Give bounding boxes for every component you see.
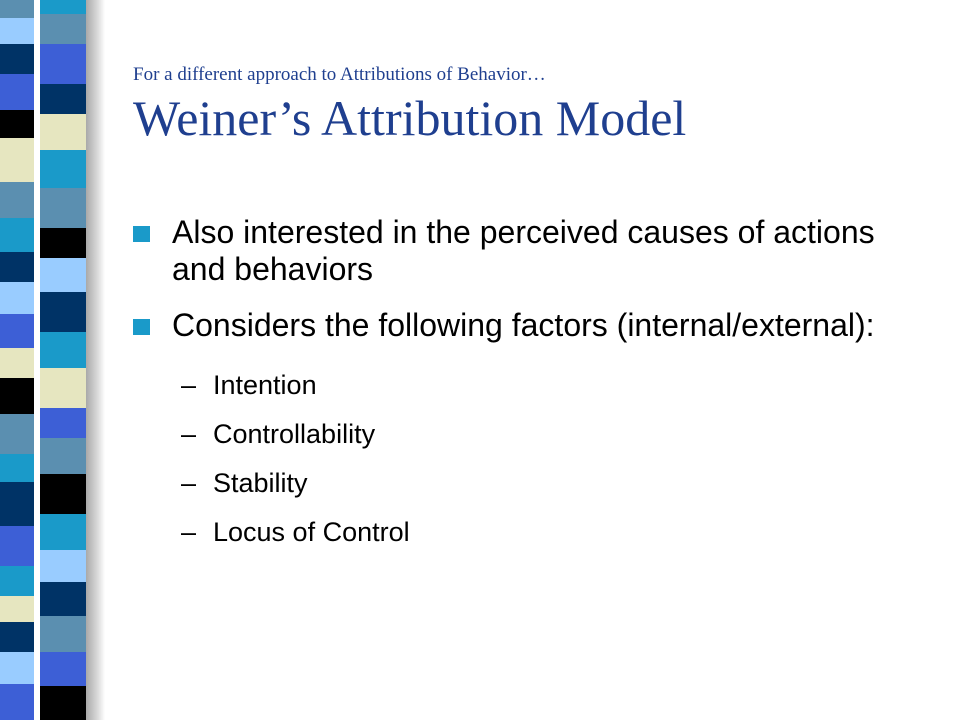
sub-bullet-text: Controllability: [213, 419, 376, 449]
dash-marker: –: [181, 419, 197, 449]
sub-bullet-text: Intention: [213, 370, 317, 400]
sub-bullet-list: [133, 361, 933, 557]
dash-marker: –: [181, 468, 197, 498]
bullet-text: Considers the following factors (internal/external):: [172, 307, 875, 343]
bullet-item: [133, 307, 933, 344]
decorative-stripe-bar: [0, 0, 105, 720]
dash-marker: –: [181, 517, 197, 547]
stripe-column-left: [0, 0, 34, 720]
slide-title: Weiner’s Attribution Model: [133, 90, 687, 146]
sub-bullet-item: [133, 459, 933, 508]
sub-bullet-text: Locus of Control: [213, 517, 410, 547]
sub-bullet-item: [133, 361, 933, 410]
bullet-item: [133, 214, 933, 288]
stripe-shadow: [86, 0, 105, 720]
slide-subtitle: For a different approach to Attributions of Behavior…: [133, 64, 546, 85]
sub-bullet-item: [133, 410, 933, 459]
sub-bullet-text: Stability: [213, 468, 308, 498]
stripe-column-right: [40, 0, 86, 720]
square-bullet-icon: [133, 226, 150, 242]
dash-marker: –: [181, 370, 197, 400]
square-bullet-icon: [133, 319, 150, 335]
slide-content: [133, 214, 933, 557]
bullet-text: Also interested in the perceived causes of actions and behaviors: [172, 214, 875, 287]
sub-bullet-item: [133, 508, 933, 557]
